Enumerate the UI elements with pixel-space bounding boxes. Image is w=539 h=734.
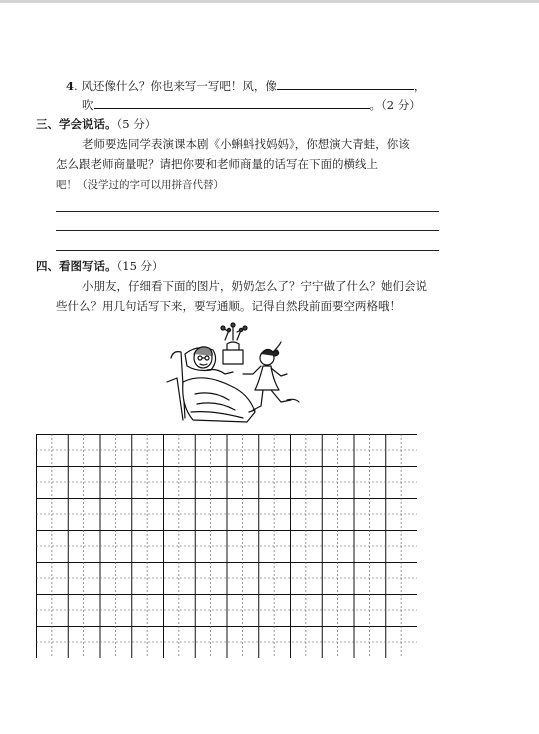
section4-para-line1: 小朋友，仔细看下面的图片，奶奶怎么了？宁宁做了什么？她们会说 <box>82 279 427 293</box>
q4-line2 <box>82 96 421 113</box>
section3-para-line1: 老师要选同学表演课本剧《小蝌蚪找妈妈》，你想演大青蛙，你该 <box>82 137 410 151</box>
q4-prompt-2: 吹 <box>82 98 94 112</box>
answer-line-2[interactable] <box>56 230 439 231</box>
section3-score: （5 分） <box>116 117 157 131</box>
section4-score: （15 分） <box>116 259 164 273</box>
section4-title <box>36 258 164 274</box>
q4-number: 4 <box>66 79 75 93</box>
section3-heading: 三、学会说话。 <box>36 117 117 131</box>
q4-prompt: . 风还像什么？你也来写一写吧！风，像 <box>74 79 277 93</box>
section3-para-line3: 吧！（没学过的字可以用拼音代替） <box>56 179 224 191</box>
top-border <box>0 0 539 3</box>
section3-title <box>36 116 156 132</box>
q4-comma: ， <box>413 79 426 93</box>
q4-answer-blank-1[interactable] <box>277 77 414 90</box>
q4-line1 <box>66 77 425 94</box>
answer-line-3[interactable] <box>56 250 439 251</box>
writing-grid[interactable] <box>36 434 417 658</box>
section4-heading: 四、看图写话。 <box>36 259 117 273</box>
section4-para-line2: 些什么？用几句话写下来，要写通顺。记得自然段前面要空两格哦！ <box>56 299 401 313</box>
section3-para-line2: 怎么跟老师商量呢？请把你要和老师商量的话写在下面的横线上 <box>56 157 378 171</box>
q4-answer-blank-2[interactable] <box>94 96 370 109</box>
q4-score: 。（2 分） <box>369 98 421 112</box>
answer-line-1[interactable] <box>56 211 439 212</box>
grandma-and-girl-illustration <box>163 320 313 424</box>
